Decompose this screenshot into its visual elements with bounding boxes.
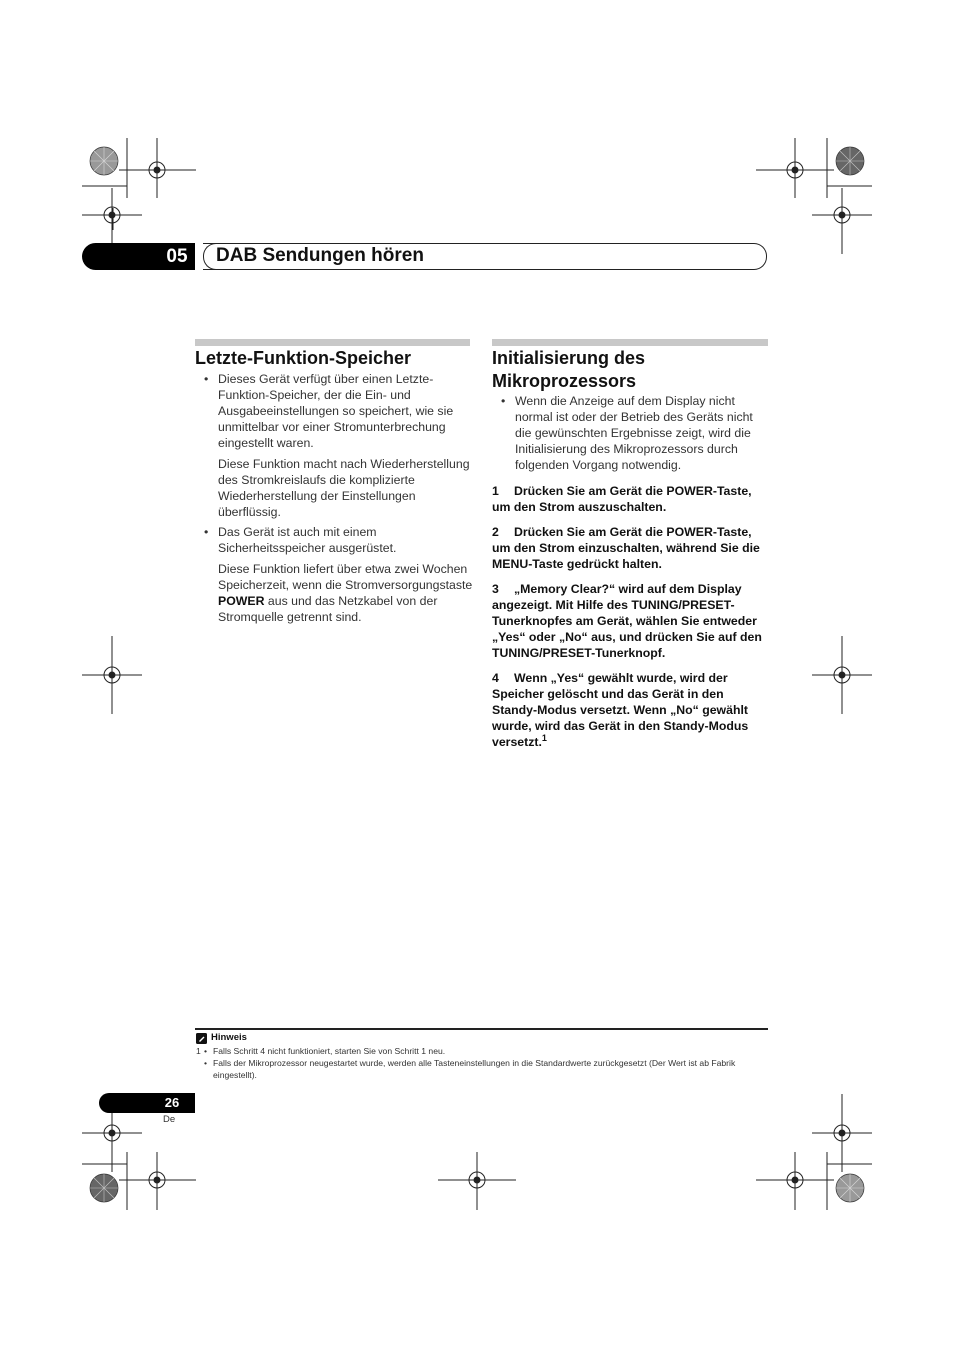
left-column-body — [195, 371, 473, 625]
note-icon — [196, 1033, 207, 1044]
paragraph: Diese Funktion macht nach Wiederherstellung des Stromkreislaufs die komplizierte Wiederherstellung der Einstellungen überflüssig. — [218, 457, 470, 519]
section-bar-right — [492, 339, 768, 346]
chapter-number: 05 — [166, 246, 188, 267]
paragraph: Diese Funktion liefert über etwa zwei Wochen Speicherzeit, wenn die Stromversorgungstaste POWER aus und das Netzkabel von der Stromquelle getrennt sind. — [218, 562, 473, 624]
footnote-heading: Hinweis — [211, 1032, 247, 1043]
footnote-ref[interactable]: 1 — [541, 732, 547, 743]
footnote-item: • Falls der Mikroprozessor neugestartet wurde, werden alle Tasteneinstellungen in die Standardwerte zurückgesetzt (Der Wert ist ab Fabrik eingestellt). — [204, 1058, 736, 1080]
list-item: • Das Gerät ist auch mit einem Sicherheitsspeicher ausgerüstet. — [204, 525, 397, 555]
list-item: • Wenn die Anzeige auf dem Display nicht normal ist oder der Betrieb des Geräts nicht die gewünschten Ergebnisse zeigt, wird die Initialisierung des Mikroprozessors durch folgenden Vorgang notwendig. — [501, 394, 753, 472]
section-bar-left — [195, 339, 470, 346]
section-heading-left: Letzte-Funktion-Speicher — [195, 348, 412, 368]
page-language: De — [163, 1114, 176, 1125]
list-item: • Dieses Gerät verfügt über einen Letzte-Funktion-Speicher, der die Ein- und Ausgabeeinstellungen so speichert, wie sie unmittelbar vor einer Stromunterbrechung eingestellt waren. — [204, 372, 454, 450]
step-2: 2 Drücken Sie am Gerät die POWER-Taste, um den Strom einzuschalten, während Sie die MENU-Taste gedrückt halten. — [492, 525, 760, 571]
right-column-body — [492, 393, 768, 750]
step-4: 4 Wenn „Yes“ gewählt wurde, wird der Speicher gelöscht und das Gerät in den Standy-Modus versetzt. Wenn „No“ gewählt wurde, wird das Gerät in den Standy-Modus versetzt.$^1$ — [492, 671, 749, 749]
footnote-rule — [195, 1028, 768, 1030]
step-3: 3 „Memory Clear?“ wird auf dem Display angezeigt. Mit Hilfe des TUNING/PRESET-Tunerknopfes am Gerät, wählen Sie entweder „Yes“ oder „No“ aus, und drücken Sie auf den TUNING/PRESET-Tunerknopf. — [492, 582, 762, 660]
section-heading-right: Initialisierung des Mikroprozessors — [492, 348, 646, 391]
footnote-item: 1 • Falls Schritt 4 nicht funktioniert, starten Sie von Schritt 1 neu. — [196, 1046, 446, 1056]
footnote-list — [196, 1045, 768, 1081]
page-number: 26 — [164, 1095, 180, 1110]
step-1: 1 Drücken Sie am Gerät die POWER-Taste, um den Strom auszuschalten. — [492, 484, 752, 514]
chapter-title: DAB Sendungen hören — [216, 245, 424, 266]
